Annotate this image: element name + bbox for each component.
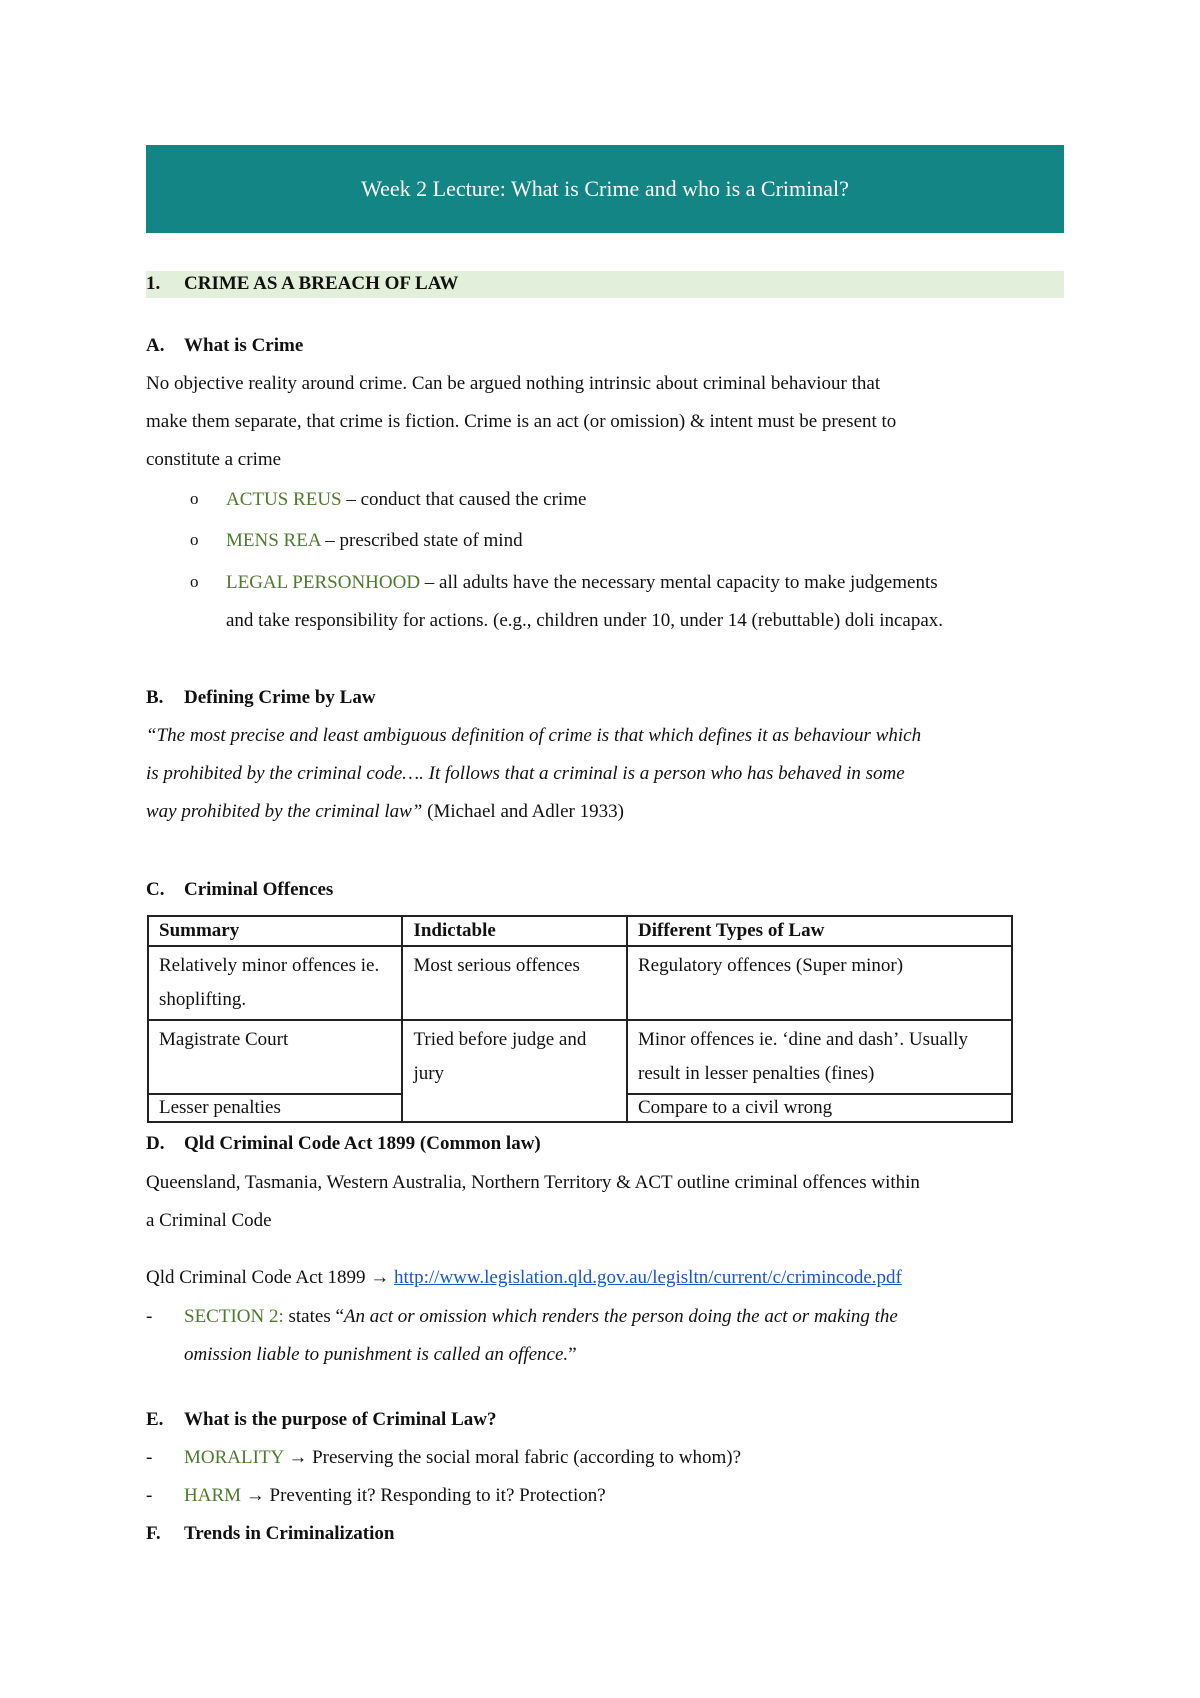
term-section-2: SECTION 2: <box>184 1306 284 1327</box>
bullet-marker: o <box>190 530 199 549</box>
table-cell: Regulatory offences (Super minor) <box>627 946 1012 1020</box>
heading-a-title: What is Crime <box>184 335 304 356</box>
quote-line <box>146 763 905 785</box>
bullet-marker: o <box>190 489 199 508</box>
bullet-text: – prescribed state of mind <box>320 530 523 551</box>
paragraph-a-line: constitute a crime <box>146 449 282 470</box>
code-act-link-line <box>146 1267 902 1289</box>
lecture-title-banner <box>146 145 1064 233</box>
heading-c-title: Criminal Offences <box>184 879 334 900</box>
paragraph-d-line: a Criminal Code <box>146 1210 272 1231</box>
link-prefix: Qld Criminal Code Act 1899 <box>146 1267 371 1288</box>
arrow-right-icon: → <box>288 1447 308 1468</box>
table-cell: Lesser penalties <box>148 1094 402 1122</box>
purpose-text: Preserving the social moral fabric (according to whom)? <box>307 1447 742 1468</box>
quote-line <box>146 801 624 823</box>
term-mens-rea: MENS REA <box>226 530 321 551</box>
section-quote: omission liable to punishment is called an offence. <box>184 1344 569 1365</box>
table-header-row <box>148 916 1012 946</box>
table-cell: Tried before judge and jury <box>402 1020 627 1122</box>
paragraph-d-line: Queensland, Tasmania, Western Australia, Northern Territory & ACT outline criminal offences within <box>146 1172 920 1193</box>
section-heading <box>146 271 1064 298</box>
table-cell: Compare to a civil wrong <box>627 1094 1012 1122</box>
section-quote-end: ” <box>568 1344 577 1365</box>
dash-marker: - <box>146 1306 153 1327</box>
bullet-text: – all adults have the necessary mental capacity to make judgements <box>420 572 938 593</box>
dash-marker: - <box>146 1447 153 1468</box>
paragraph-d <box>146 1164 1066 1240</box>
table-row <box>148 946 1012 1020</box>
table-row <box>148 1020 1012 1094</box>
section-title: CRIME AS A BREACH OF LAW <box>184 273 459 294</box>
table-cell: Relatively minor offences ie. shoplifting. <box>148 946 402 1020</box>
bullet-marker: o <box>190 572 199 591</box>
table-header: Summary <box>148 916 402 946</box>
offences-table <box>147 915 1013 1123</box>
heading-d-title: Qld Criminal Code Act 1899 (Common law) <box>184 1133 541 1154</box>
section-number: 1. <box>146 273 161 294</box>
table-cell: Magistrate Court <box>148 1020 402 1094</box>
paragraph-a-line: make them separate, that crime is fiction. Crime is an act (or omission) & intent must be present to <box>146 411 897 432</box>
heading-b-letter: B. <box>146 687 164 708</box>
table-header: Different Types of Law <box>627 916 1012 946</box>
table-cell: Most serious offences <box>402 946 627 1020</box>
heading-f-letter: F. <box>146 1523 161 1544</box>
heading-d-letter: D. <box>146 1133 165 1154</box>
quote-line <box>146 725 921 747</box>
term-harm: HARM <box>184 1485 242 1506</box>
lecture-title: Week 2 Lecture: What is Crime and who is a Criminal? <box>361 176 849 201</box>
heading-e-title: What is the purpose of Criminal Law? <box>184 1409 497 1430</box>
heading-c-letter: C. <box>146 879 165 900</box>
heading-e-letter: E. <box>146 1409 164 1430</box>
bullet-text: – conduct that caused the crime <box>341 489 587 510</box>
paragraph-a-line: No objective reality around crime. Can be argued nothing intrinsic about criminal behaviour that <box>146 373 881 394</box>
criminal-code-link[interactable]: http://www.legislation.qld.gov.au/legisltn/current/c/crimincode.pdf <box>394 1267 902 1288</box>
heading-f-title: Trends in Criminalization <box>184 1523 395 1544</box>
quote-text: is prohibited by the criminal code…. It follows that a criminal is a person who has behaved in some <box>146 763 905 784</box>
table-cell: Minor offences ie. ‘dine and dash’. Usually result in lesser penalties (fines) <box>627 1020 1012 1094</box>
bullet-continuation <box>226 610 943 632</box>
paragraph-a <box>146 365 1066 479</box>
arrow-right-icon: → <box>370 1267 390 1288</box>
bullet-continuation-text: and take responsibility for actions. (e.g., children under 10, under 14 (rebuttable) doli incapax. <box>226 610 944 631</box>
term-legal-personhood: LEGAL PERSONHOOD <box>226 572 421 593</box>
term-morality: MORALITY <box>184 1447 284 1468</box>
quote-text: “The most precise and least ambiguous definition of crime is that which defines it as behaviour which <box>146 725 922 746</box>
table-header: Indictable <box>402 916 627 946</box>
quote-citation: (Michael and Adler 1933) <box>422 801 624 822</box>
heading-a-letter: A. <box>146 335 165 356</box>
term-actus-reus: ACTUS REUS <box>226 489 342 510</box>
heading-b-title: Defining Crime by Law <box>184 687 376 708</box>
quote-text: way prohibited by the criminal law” <box>146 801 423 822</box>
arrow-right-icon: → <box>245 1485 265 1506</box>
section-states: states “ <box>283 1306 344 1327</box>
dash-marker: - <box>146 1485 153 1506</box>
purpose-text: Preventing it? Responding to it? Protection? <box>264 1485 606 1506</box>
section-quote: An act or omission which renders the person doing the act or making the <box>343 1306 898 1327</box>
